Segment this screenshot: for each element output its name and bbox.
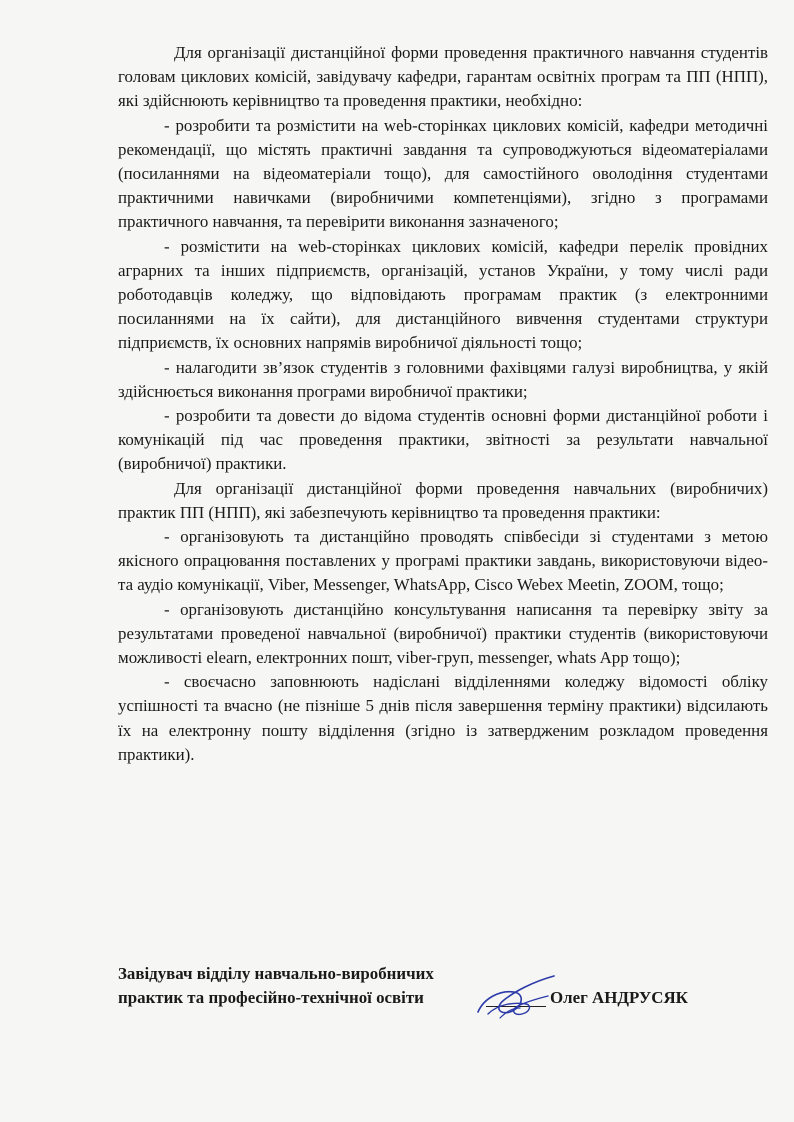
handwritten-signature-icon <box>470 968 560 1024</box>
paragraph-intro: Для організації дистанційної форми проведення практичного навчання студентів головам циклових комісій, завідувачу кафедри, гарантам освітніх програм та ПП (НПП), які здійснюють керівництво та проведення практики, необхідно: <box>118 43 768 111</box>
list-item-interviews: - організовують та дистанційно проводять співбесіди зі студентами з метою якісного опрацювання поставлених у програмі практики завдань, використовуючи відео- та аудіо комунікації, Viber, Messenger, WhatsApp, Cisco Webex Meetin, ZOOM, тощо; <box>118 527 768 595</box>
signatory-position: Завідувач відділу навчально-виробничих практик та професійно-технічної освіти <box>118 964 434 1007</box>
list-item-methodical-recommendations: - розробити та розмістити на web-сторінках циклових комісій, кафедри методичні рекомендації, що містять практичні завдання та супроводжуються відеоматеріалами (посиланнями на відеоматеріали тощо), для самостійного оволодіння студентами практичними навичками (виробничими компетенціями), згідно з програмами практичного навчання, та перевірити виконання зазначеного; <box>118 115 768 232</box>
list-item-records: - своєчасно заповнюють надіслані відділеннями коледжу відомості обліку успішності та вчасно (не пізніше 5 днів після завершення терміну практики) відсилають їх на електронну пошту відділення (згідно із затвердженим розкладом проведення практики). <box>118 672 768 764</box>
document-body <box>118 41 768 767</box>
signatory-name: Олег АНДРУСЯК <box>550 988 688 1007</box>
list-item-specialists-contact: - налагодити зв’язок студентів з головними фахівцями галузі виробництва, у якій здійснюється виконання програми виробничої практики; <box>118 357 768 401</box>
paragraph-teachers: Для організації дистанційної форми проведення навчальних (виробничих) практик ПП (НПП), які забезпечують керівництво та проведення практики: <box>118 478 768 522</box>
list-item-enterprises-list: - розмістити на web-сторінках циклових комісій, кафедри перелік провідних аграрних та інших підприємств, організацій, установ України, у тому числі ради роботодавців коледжу, що відповідають програмам практик (з електронними посиланнями на їх сайти), для дистанційного вивчення студентами структури підприємств, їх основних напрямів виробничої діяльності тощо; <box>118 236 768 353</box>
list-item-remote-forms: - розробити та довести до відома студентів основні форми дистанційної роботи і комунікацій під час проведення практики, звітності за результати навчальної (виробничої) практики. <box>118 406 768 474</box>
list-item-consulting: - організовують дистанційно консультування написання та перевірку звіту за результатами проведеної навчальної (виробничої) практики студентів (використовуючи можливості elearn, електронних пошт, viber-груп, messenger, whats App тощо); <box>118 599 768 668</box>
signature-block <box>118 962 768 1022</box>
